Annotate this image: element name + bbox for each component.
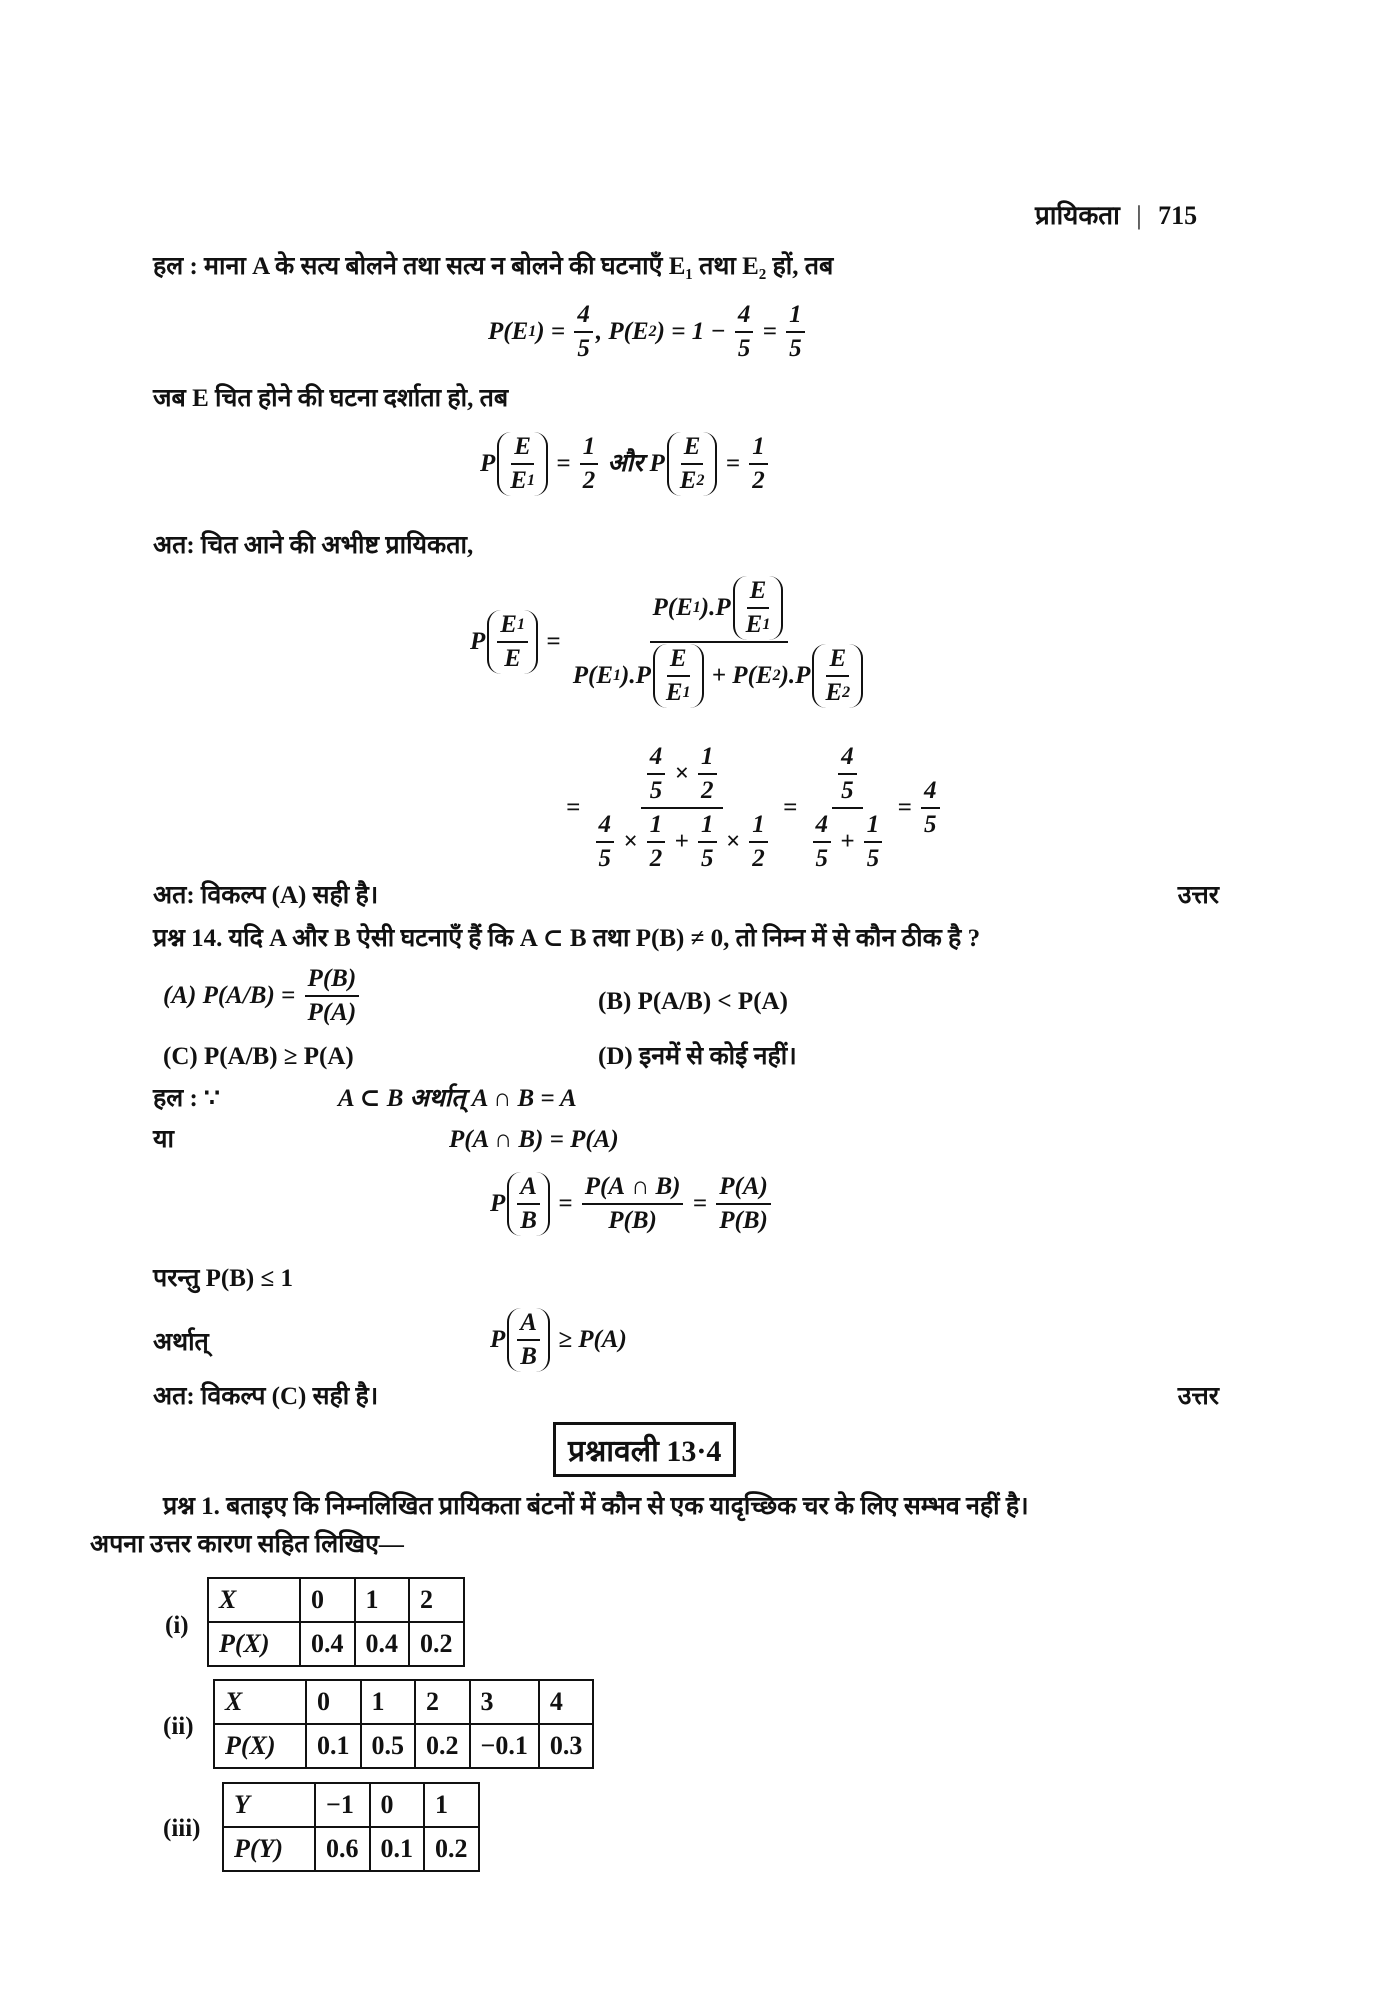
math-text: P(B): [719, 1207, 768, 1234]
math-text: 1: [752, 811, 765, 838]
solution-line-required: अत: चित आने की अभीष्ट प्रायिकता,: [153, 532, 474, 559]
exercise-q1-line1: प्रश्न 1. बताइए कि निम्नलिखित प्रायिकता बंटनों में कौन से एक यादृच्छिक चर के लिए सम्भव नहीं है।: [163, 1493, 1029, 1520]
fraction-denominator: [605, 1205, 660, 1236]
equation-bayes: [470, 576, 871, 708]
math-text: P(E: [652, 594, 693, 621]
math-expression: [490, 1308, 627, 1372]
fraction-denominator: [698, 775, 717, 806]
fraction-denominator: [716, 1205, 771, 1236]
table-cell: P(X): [208, 1622, 300, 1666]
parenthesized-group: [507, 1172, 550, 1236]
fraction-numerator: [582, 1172, 684, 1205]
table-cell: X: [214, 1680, 306, 1724]
header-title: प्रायिकता: [1035, 201, 1120, 230]
table-cell: P(Y): [223, 1827, 315, 1871]
fraction-denominator: [677, 465, 708, 496]
table-cell: 2: [415, 1680, 470, 1724]
parenthesized-group: [507, 1308, 550, 1372]
parenthesized-group: [667, 432, 718, 496]
fraction: [507, 432, 538, 496]
table-cell: 1: [361, 1680, 416, 1724]
fraction-denominator: [663, 677, 694, 708]
table-cell: 4: [539, 1680, 594, 1724]
math-text: E: [745, 611, 763, 638]
math-text: E: [514, 433, 531, 460]
ya-label: या: [153, 1126, 174, 1153]
exercise-q1-line2: अपना उत्तर कारण सहित लिखिए—: [90, 1531, 404, 1558]
table-cell: −0.1: [470, 1724, 539, 1768]
math-text: 2: [649, 845, 663, 872]
fraction: [677, 432, 708, 496]
math-text: 4: [815, 811, 828, 838]
math-text: 1: [866, 811, 880, 838]
table-row-probabilities: [208, 1622, 464, 1666]
table-cell: 1: [424, 1783, 479, 1827]
fraction: [663, 644, 694, 708]
math-text: E: [500, 611, 517, 638]
fraction: [596, 810, 615, 874]
math-expression: [480, 432, 771, 496]
fraction: [698, 742, 717, 806]
table-label: (ii): [163, 1713, 194, 1740]
fraction-denominator: [647, 843, 666, 874]
fraction-denominator: [838, 775, 857, 806]
table-cell: 2: [409, 1578, 464, 1622]
fraction: [497, 610, 528, 674]
math-expression: [566, 742, 943, 874]
math-text: , P(E: [595, 318, 649, 345]
math-text: (A) P(A/B) =: [163, 982, 302, 1009]
table-cell: P(X): [214, 1724, 306, 1768]
math-text: ×: [719, 828, 747, 855]
math-text: ×: [617, 828, 644, 855]
fraction-denominator: [743, 609, 774, 640]
fraction-denominator: [749, 465, 768, 496]
math-text: 2: [582, 467, 596, 494]
table-cell: 0.3: [539, 1724, 594, 1768]
math-text: 5: [815, 845, 828, 872]
math-text: 1: [701, 811, 714, 838]
math-text: 1: [789, 301, 802, 328]
math-expression: [488, 300, 808, 364]
fraction-numerator: [596, 810, 615, 843]
probability-table-ii: [213, 1679, 594, 1769]
math-text: P(E: [572, 662, 613, 689]
equation-bayes-evaluation: [566, 742, 943, 874]
math-text: 4: [598, 811, 611, 838]
solution-label: हल : ∵: [153, 1085, 220, 1112]
math-text: 4: [577, 301, 590, 328]
fraction-denominator: [813, 843, 832, 874]
fraction-numerator: [580, 432, 599, 465]
table-cell: 0.6: [315, 1827, 370, 1871]
math-subscript: 1: [528, 323, 537, 341]
math-text: E: [683, 433, 701, 460]
math-text: 5: [866, 845, 880, 872]
option-c: (C) P(A/B) ≥ P(A): [163, 1043, 354, 1070]
fraction: [786, 300, 805, 364]
fraction: [517, 1308, 540, 1372]
fraction: [822, 644, 853, 708]
fraction-numerator: [698, 742, 717, 775]
math-text: E: [825, 679, 843, 706]
fraction-denominator: [596, 843, 615, 874]
table-cell: 0.1: [306, 1724, 361, 1768]
exercise-title: प्रश्नावली 13·4: [553, 1422, 736, 1477]
math-text: P(B): [608, 1207, 657, 1234]
math-text: 4: [841, 743, 854, 770]
fraction-numerator: [786, 300, 805, 333]
math-text: B: [520, 1343, 537, 1370]
table-row-values: [223, 1783, 479, 1827]
math-text: और P: [601, 450, 665, 477]
parenthesized-group: [487, 610, 538, 674]
fraction-denominator: [507, 465, 538, 496]
equation-inequality: [490, 1308, 627, 1372]
fraction-denominator: [735, 333, 754, 364]
math-text: E: [510, 467, 527, 494]
table-cell: 0.2: [415, 1724, 470, 1768]
math-subscript: 1: [692, 599, 701, 617]
fraction: [749, 432, 768, 496]
math-text: E: [829, 645, 847, 672]
option-b: (B) P(A/B) < P(A): [598, 988, 788, 1015]
math-text: =: [686, 1190, 714, 1217]
table-cell: 0: [306, 1680, 361, 1724]
fraction: [838, 742, 857, 806]
math-text: ×: [668, 760, 695, 787]
equation-conditional-ab: [490, 1172, 774, 1236]
table-cell: 1: [355, 1578, 410, 1622]
math-text: ) =: [536, 318, 572, 345]
fraction-numerator: [497, 610, 528, 643]
table-cell: 0.2: [409, 1622, 464, 1666]
solution-subset-line: A ⊂ B अर्थात् A ∩ B = A: [338, 1085, 577, 1112]
math-text: E: [665, 679, 683, 706]
table-cell: 0.4: [300, 1622, 355, 1666]
math-text: 5: [649, 777, 663, 804]
math-text: P: [490, 1326, 506, 1353]
math-text: P: [470, 628, 486, 655]
math-text: 4: [737, 301, 751, 328]
fraction-denominator: [921, 809, 940, 840]
option-a: [163, 964, 362, 1028]
math-subscript: 2: [648, 323, 657, 341]
fraction-numerator: [681, 432, 704, 465]
math-subscript: 1: [762, 616, 771, 634]
math-text: E: [669, 645, 687, 672]
answer-label: उत्तर: [1177, 1383, 1219, 1410]
fraction: [735, 300, 754, 364]
math-text: ).P: [780, 662, 811, 689]
math-text: ).P: [621, 662, 651, 689]
fraction: [749, 810, 768, 874]
math-subscript: 2: [842, 684, 851, 702]
table-label: (iii): [163, 1815, 201, 1842]
math-text: E: [504, 645, 521, 672]
probability-table-i: [207, 1577, 465, 1667]
fraction-denominator: [580, 465, 599, 496]
math-text: P(A ∩ B): [584, 1173, 681, 1200]
fraction-numerator: [813, 810, 832, 843]
fraction-numerator: [517, 1308, 540, 1341]
fraction: [647, 810, 666, 874]
fraction-denominator: [822, 677, 853, 708]
math-text: =: [756, 318, 784, 345]
fraction-numerator: [698, 810, 717, 843]
fraction-denominator: [647, 775, 666, 806]
intersection-equation: P(A ∩ B) = P(A): [449, 1126, 619, 1153]
answer-label: उत्तर: [1177, 882, 1219, 909]
fraction-numerator: [716, 1172, 771, 1205]
math-subscript: 1: [516, 616, 525, 634]
math-subscript: 1: [682, 684, 691, 702]
math-text: 5: [701, 845, 714, 872]
fraction: [698, 810, 717, 874]
math-text: =: [539, 628, 567, 655]
table-row-probabilities: [223, 1827, 479, 1871]
math-text: 1: [582, 433, 596, 460]
table-row-values: [214, 1680, 593, 1724]
math-text: P(E: [488, 318, 529, 345]
fraction-numerator: [921, 776, 940, 809]
fraction-numerator: [517, 1172, 540, 1205]
fraction: [582, 1172, 684, 1236]
math-text: +: [668, 828, 695, 855]
math-text: P(A): [719, 1173, 768, 1200]
running-header: [1035, 200, 1197, 231]
fraction-denominator: [864, 843, 883, 874]
math-text: P: [480, 450, 496, 477]
parenthesized-group: [733, 576, 784, 640]
solution-conclusion: अत: विकल्प (A) सही है।: [153, 882, 379, 909]
math-text: =: [891, 794, 918, 821]
fraction: [813, 810, 832, 874]
math-text: 5: [789, 335, 802, 362]
math-text: 5: [598, 845, 611, 872]
table-row-values: [208, 1578, 464, 1622]
math-text: P(A): [307, 999, 357, 1026]
math-text: =: [549, 450, 577, 477]
fraction: [743, 576, 774, 640]
header-separator: |: [1136, 201, 1142, 230]
math-text: P(B): [307, 965, 357, 992]
question-14-text: प्रश्न 14. यदि A और B ऐसी घटनाएँ हैं कि A ⊂ B तथा P(B) ≠ 0, तो निम्न में से कौन ठीक है ?: [153, 925, 981, 952]
parenthesized-group: [497, 432, 548, 496]
parenthesized-group: [653, 644, 704, 708]
equation-prior-probabilities: [488, 300, 808, 364]
math-text: ).P: [700, 594, 731, 621]
probability-table-iii: [222, 1782, 480, 1872]
table-cell: 3: [470, 1680, 539, 1724]
table-cell: 0.4: [355, 1622, 410, 1666]
fraction-numerator: [574, 300, 593, 333]
math-subscript: 1: [526, 472, 535, 490]
fraction-numerator: [838, 742, 857, 775]
math-text: E: [679, 467, 697, 494]
math-text: E: [749, 577, 767, 604]
math-expression: [490, 1172, 774, 1236]
solution-intro: हल : माना A के सत्य बोलने तथा सत्य न बोलने की घटनाएँ E₁ तथा E₂ हों, तब: [153, 253, 834, 280]
math-text: + P(E: [705, 662, 773, 689]
fraction-denominator: [786, 333, 805, 364]
fraction: [580, 432, 599, 496]
math-text: =: [719, 450, 747, 477]
fraction-numerator: [647, 810, 666, 843]
fraction-numerator: [650, 576, 789, 643]
fraction-denominator: [749, 843, 768, 874]
math-text: 2: [752, 467, 765, 494]
math-text: =: [776, 794, 804, 821]
fraction-denominator: [517, 1205, 540, 1236]
table-cell: 0.1: [370, 1827, 425, 1871]
math-text: A: [520, 1309, 537, 1336]
table-cell: 0: [370, 1783, 425, 1827]
math-text: 5: [841, 777, 854, 804]
fraction-denominator: [698, 843, 717, 874]
math-text: 1: [701, 743, 714, 770]
fraction: [570, 576, 868, 708]
table-cell: 0.2: [424, 1827, 479, 1871]
fraction-denominator: [570, 643, 868, 708]
math-text: ≥ P(A): [551, 1326, 627, 1353]
fraction: [305, 964, 360, 1028]
fraction: [647, 742, 666, 806]
fraction-denominator: [305, 997, 360, 1028]
fraction-denominator: [501, 643, 524, 674]
math-subscript: 2: [696, 472, 705, 490]
fraction: [574, 300, 593, 364]
math-text: ) = 1 −: [656, 318, 732, 345]
math-text: 5: [924, 811, 937, 838]
fraction: [517, 1172, 540, 1236]
fraction-numerator: [864, 810, 883, 843]
fraction-numerator: [641, 742, 723, 809]
table-cell: X: [208, 1578, 300, 1622]
fraction-numerator: [747, 576, 770, 609]
math-text: =: [551, 1190, 579, 1217]
math-expression: [163, 964, 362, 1028]
math-text: 4: [649, 743, 663, 770]
parantu-line: परन्तु P(B) ≤ 1: [153, 1265, 293, 1292]
fraction-numerator: [826, 644, 849, 677]
fraction-denominator: [807, 809, 889, 874]
fraction: [921, 776, 940, 840]
table-label: (i): [165, 1612, 189, 1639]
math-text: 1: [649, 811, 663, 838]
question-14-conclusion: अत: विकल्प (C) सही है।: [153, 1383, 379, 1410]
fraction: [590, 742, 774, 874]
math-expression: [470, 576, 871, 708]
fraction-numerator: [749, 432, 768, 465]
option-d: (D) इनमें से कोई नहीं।: [598, 1043, 797, 1070]
math-text: +: [834, 828, 861, 855]
math-text: =: [566, 794, 587, 821]
math-text: B: [520, 1207, 537, 1234]
fraction-denominator: [590, 809, 774, 874]
fraction-numerator: [667, 644, 690, 677]
fraction-numerator: [735, 300, 754, 333]
equation-conditional: [480, 432, 771, 496]
fraction: [807, 742, 889, 874]
fraction-denominator: [574, 333, 593, 364]
solution-line-event: जब E चित होने की घटना दर्शाता हो, तब: [153, 385, 509, 412]
math-text: 5: [737, 335, 751, 362]
fraction-numerator: [511, 432, 534, 465]
fraction: [716, 1172, 771, 1236]
math-text: P: [490, 1190, 506, 1217]
parenthesized-group: [812, 644, 863, 708]
fraction-denominator: [517, 1341, 540, 1372]
math-text: 5: [577, 335, 590, 362]
fraction: [864, 810, 883, 874]
table-cell: −1: [315, 1783, 370, 1827]
fraction-numerator: [647, 742, 666, 775]
page-number: 715: [1158, 201, 1198, 230]
math-text: 1: [752, 433, 765, 460]
math-text: 2: [752, 845, 765, 872]
table-row-probabilities: [214, 1724, 593, 1768]
table-cell: 0: [300, 1578, 355, 1622]
fraction-numerator: [832, 742, 863, 809]
math-text: 4: [924, 777, 937, 804]
fraction-numerator: [749, 810, 768, 843]
math-subscript: 1: [613, 667, 621, 685]
arthat-label: अर्थात्: [153, 1329, 209, 1356]
table-cell: 0.5: [361, 1724, 416, 1768]
math-text: 2: [701, 777, 714, 804]
math-text: A: [520, 1173, 537, 1200]
fraction-numerator: [305, 964, 360, 997]
math-subscript: 2: [772, 667, 781, 685]
table-cell: Y: [223, 1783, 315, 1827]
